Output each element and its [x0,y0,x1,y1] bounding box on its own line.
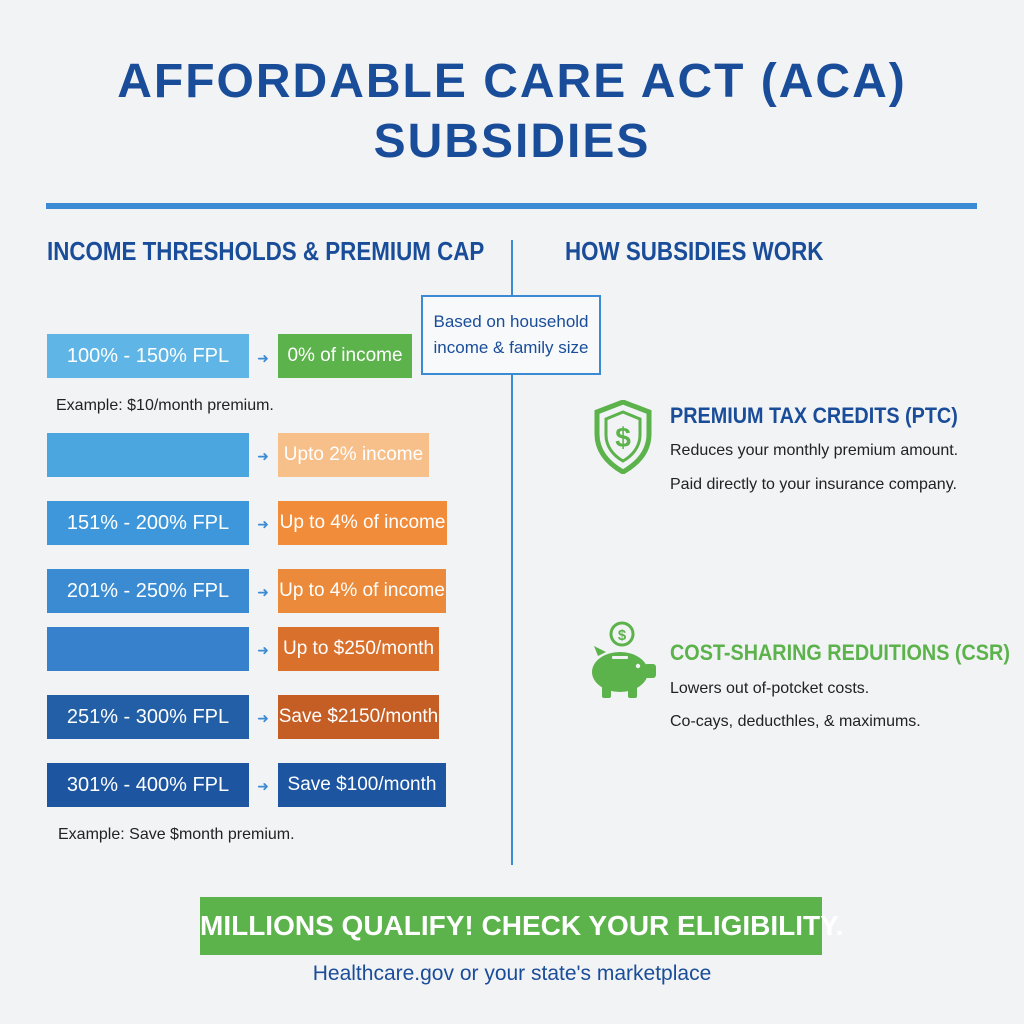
fpl-tier-3: 151% - 200% FPL [47,501,249,545]
header-divider [46,203,977,209]
csr-line-2: Co-cays, deducthles, & maximums. [670,713,921,730]
arrow-right-icon: ➜ [257,642,269,658]
ptc-line-1: Reduces your monthly premium amount. [670,442,959,459]
premium-cap-1: 0% of income [278,334,412,378]
fpl-tier-5 [47,627,249,671]
piggy-eye [636,664,640,668]
arrow-right-icon: ➜ [257,778,269,794]
page-title [0,52,1024,172]
piggy-leg-back [628,686,637,698]
ptc-line-2: Paid directly to your insurance company. [670,476,957,493]
arrow-right-icon: ➜ [257,350,269,366]
premium-cap-7: Save $100/month [278,763,446,807]
household-note-box [421,295,601,375]
premium-cap-6: Save $2150/month [278,695,439,739]
premium-cap-4: Up to 4% of income [278,569,446,613]
coin-slot [612,656,628,659]
coin-dollar-glyph: $ [617,627,627,644]
income-thresholds-heading: INCOME THRESHOLDS & PREMIUM CAP [47,236,485,266]
title-line-2: SUBSIDIES [373,115,651,168]
fpl-tier-1: 100% - 150% FPL [47,334,249,378]
piggy-leg-front [602,686,611,698]
piggy-snout [644,664,656,678]
premium-cap-5: Up to $250/month [278,627,439,671]
note-line-2: income & family size [433,338,589,357]
note-line-1: Based on household [433,312,589,331]
fpl-tier-7: 301% - 400% FPL [47,763,249,807]
arrow-right-icon: ➜ [257,448,269,464]
shield-dollar-glyph: $ [615,422,631,453]
how-subsidies-work-heading: HOW SUBSIDIES WORK [565,236,824,266]
example-top: Example: $10/month premium. [56,397,274,414]
arrow-right-icon: ➜ [257,584,269,600]
piggy-bank-icon [584,620,660,702]
fpl-tier-2 [47,433,249,477]
fpl-tier-4: 201% - 250% FPL [47,569,249,613]
csr-title: COST-SHARING REDUITIONS (CSR) [670,640,1010,665]
piggy-ear [594,646,606,656]
arrow-right-icon: ➜ [257,516,269,532]
premium-cap-3: Up to 4% of income [278,501,447,545]
arrow-right-icon: ➜ [257,710,269,726]
shield-dollar-icon [593,400,653,474]
title-line-1: AFFORDABLE CARE ACT (ACA) [117,55,907,108]
example-bottom: Example: Save $month premium. [58,826,295,843]
csr-line-1: Lowers out of-potcket costs. [670,680,870,697]
fpl-tier-6: 251% - 300% FPL [47,695,249,739]
premium-cap-2: Upto 2% income [278,433,429,477]
marketplace-link[interactable]: Healthcare.gov or your state's marketplace [312,962,712,985]
ptc-title: PREMIUM TAX CREDITS (PTC) [670,403,958,428]
eligibility-banner: MILLIONS QUALIFY! CHECK YOUR ELIGIBILITY. [200,897,822,955]
